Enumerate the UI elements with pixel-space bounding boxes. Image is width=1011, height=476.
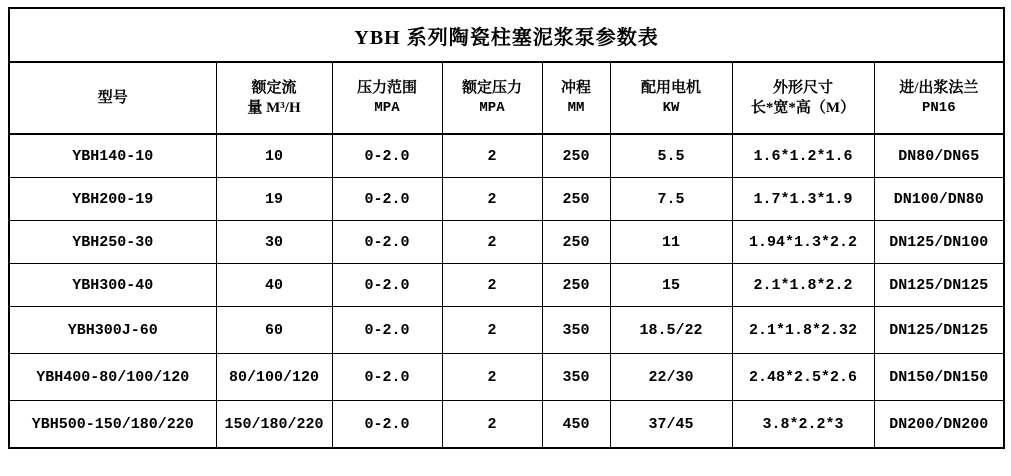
column-header-rated-pressure-line1: 额定压力	[461, 80, 522, 97]
column-header-rated-pressure	[442, 62, 542, 134]
table-row	[9, 401, 1004, 449]
cell-flange: DN80/DN65	[874, 134, 1004, 178]
cell-pressure-range: 0-2.0	[332, 178, 442, 221]
column-header-rated-flow-line2: 量 M³/H	[247, 100, 301, 116]
cell-rated-pressure: 2	[442, 401, 542, 449]
cell-pressure-range: 0-2.0	[332, 401, 442, 449]
cell-pressure-range: 0-2.0	[332, 221, 442, 264]
column-header-rated-flow	[216, 62, 332, 134]
cell-rated-pressure: 2	[442, 264, 542, 307]
column-header-motor-line2: KW	[662, 99, 680, 116]
cell-dimensions: 3.8*2.2*3	[732, 401, 874, 449]
cell-stroke: 250	[542, 178, 610, 221]
column-header-flange-line2: PN16	[921, 99, 956, 116]
cell-model: YBH300-40	[9, 264, 216, 307]
column-header-dimensions-line2: 长*宽*高（M）	[750, 100, 856, 116]
table-title-row	[9, 8, 1004, 62]
cell-dimensions: 1.7*1.3*1.9	[732, 178, 874, 221]
pump-parameter-table	[8, 7, 1005, 449]
cell-model: YBH200-19	[9, 178, 216, 221]
column-header-stroke	[542, 62, 610, 134]
cell-pressure-range: 0-2.0	[332, 354, 442, 401]
column-header-dimensions-line1: 外形尺寸	[772, 79, 833, 96]
cell-stroke: 250	[542, 264, 610, 307]
cell-motor: 7.5	[610, 178, 732, 221]
cell-rated-flow: 10	[216, 134, 332, 178]
table-header-row	[9, 62, 1004, 134]
cell-rated-pressure: 2	[442, 307, 542, 354]
column-header-model-line1: 型号	[97, 89, 128, 106]
cell-model: YBH400-80/100/120	[9, 354, 216, 401]
table-row	[9, 264, 1004, 307]
cell-model: YBH500-150/180/220	[9, 401, 216, 449]
cell-flange: DN125/DN125	[874, 307, 1004, 354]
cell-rated-flow: 19	[216, 178, 332, 221]
page-title: YBH 系列陶瓷柱塞泥浆泵参数表	[9, 8, 1004, 62]
cell-pressure-range: 0-2.0	[332, 264, 442, 307]
cell-rated-flow: 150/180/220	[216, 401, 332, 449]
cell-rated-flow: 80/100/120	[216, 354, 332, 401]
table-row	[9, 178, 1004, 221]
column-header-stroke-line2: MM	[567, 99, 585, 116]
cell-dimensions: 1.94*1.3*2.2	[732, 221, 874, 264]
column-header-stroke-line1: 冲程	[560, 80, 591, 97]
cell-rated-flow: 60	[216, 307, 332, 354]
table-row	[9, 221, 1004, 264]
cell-dimensions: 2.1*1.8*2.2	[732, 264, 874, 307]
cell-motor: 37/45	[610, 401, 732, 449]
cell-rated-pressure: 2	[442, 354, 542, 401]
cell-rated-flow: 30	[216, 221, 332, 264]
cell-model: YBH250-30	[9, 221, 216, 264]
cell-motor: 15	[610, 264, 732, 307]
cell-flange: DN150/DN150	[874, 354, 1004, 401]
column-header-motor	[610, 62, 732, 134]
cell-motor: 5.5	[610, 134, 732, 178]
column-header-motor-line1: 配用电机	[640, 80, 701, 97]
cell-flange: DN100/DN80	[874, 178, 1004, 221]
cell-model: YBH300J-60	[9, 307, 216, 354]
cell-flange: DN125/DN100	[874, 221, 1004, 264]
column-header-pressure-range-line2: MPA	[374, 99, 400, 116]
cell-stroke: 250	[542, 134, 610, 178]
table-row	[9, 354, 1004, 401]
cell-rated-pressure: 2	[442, 221, 542, 264]
column-header-flange	[874, 62, 1004, 134]
cell-rated-flow: 40	[216, 264, 332, 307]
table-row	[9, 307, 1004, 354]
column-header-dimensions	[732, 62, 874, 134]
cell-motor: 11	[610, 221, 732, 264]
cell-motor: 18.5/22	[610, 307, 732, 354]
column-header-rated-flow-line1: 额定流	[251, 79, 297, 96]
cell-flange: DN200/DN200	[874, 401, 1004, 449]
cell-stroke: 250	[542, 221, 610, 264]
table-row	[9, 134, 1004, 178]
cell-flange: DN125/DN125	[874, 264, 1004, 307]
column-header-rated-pressure-line2: MPA	[479, 99, 505, 116]
column-header-model	[9, 62, 216, 134]
cell-dimensions: 1.6*1.2*1.6	[732, 134, 874, 178]
column-header-pressure-range-line1: 压力范围	[356, 80, 417, 97]
cell-dimensions: 2.1*1.8*2.32	[732, 307, 874, 354]
cell-stroke: 450	[542, 401, 610, 449]
cell-stroke: 350	[542, 354, 610, 401]
cell-pressure-range: 0-2.0	[332, 134, 442, 178]
cell-stroke: 350	[542, 307, 610, 354]
column-header-flange-line1: 进/出浆法兰	[899, 80, 979, 97]
cell-motor: 22/30	[610, 354, 732, 401]
cell-dimensions: 2.48*2.5*2.6	[732, 354, 874, 401]
cell-model: YBH140-10	[9, 134, 216, 178]
cell-rated-pressure: 2	[442, 134, 542, 178]
column-header-pressure-range	[332, 62, 442, 134]
cell-rated-pressure: 2	[442, 178, 542, 221]
cell-pressure-range: 0-2.0	[332, 307, 442, 354]
